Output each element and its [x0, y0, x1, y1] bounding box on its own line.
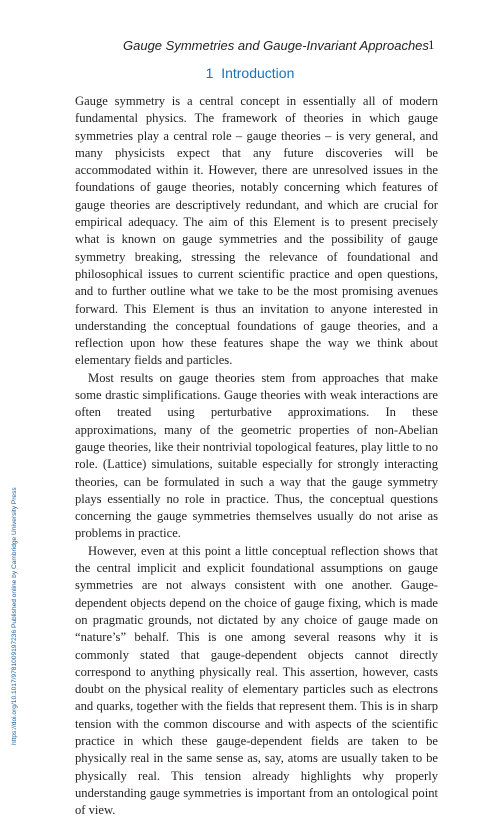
doi-sidebar-link[interactable]: https://doi.org/10.1017/9781009197236 Published online by Cambridge University Press — [11, 487, 18, 745]
section-title: Introduction — [221, 65, 295, 81]
paragraph-1: Gauge symmetry is a central concept in essentially all of modern fundamental physics. The framework of theories in which gauge symmetries play a central role – gauge theories – is very general, and many physicists expect that any future discoveries will be accommodated within it. However, there are unresolved issues in the foundations of gauge theories, notably concerning which features of gauge theories are descriptively redundant, and which are crucial for empirical adequacy. The aim of this Element is to present precisely what is known on gauge symmetries and the possibility of gauge symmetry breaking, stressing the relevance of foundational and philosophical issues to current scientific practice and open questions, and to further outline what we take to be the most promising avenues forward. This Element is thus an invitation to anyone interested in understanding the conceptual foundations of gauge theories, and a reflection upon how these features shape the way we think about elementary fields and particles. — [75, 94, 438, 368]
paragraph-2: Most results on gauge theories stem from approaches that make some drastic simplifications. Gauge theories with weak interactions are often treated using perturbative approximations. In these approximations, many of the geometric properties of non-Abelian gauge theories, like their nontrivial topological features, play little to no role. (Lattice) simulations, suitable especially for strongly interacting theories, can be formulated in such a way that the gauge symmetry plays essentially no role in practice. Thus, the conceptual questions concerning the gauge symmetries themselves usually do not arise as problems in practice. — [75, 370, 438, 541]
body-text — [75, 93, 438, 819]
running-head-title: Gauge Symmetries and Gauge-Invariant Approaches — [123, 38, 429, 53]
page-number: 1 — [428, 37, 435, 52]
section-heading — [0, 65, 500, 81]
section-number: 1 — [205, 65, 214, 81]
paragraph-3: However, even at this point a little conceptual reflection shows that the central implicit and explicit foundational assumptions on gauge symmetries are not always consistent with one another. Gauge-dependent objects depend on the choice of gauge fixing, which is made on pragmatic grounds, not dictated by any choice of gauge made on “nature’s” behalf. This is one among several reasons why it is commonly stated that gauge-dependent objects cannot directly correspond to anything physically real. This assertion, however, casts doubt on the physical reality of elementary particles such as electrons and quarks, together with the fields that represent them. This is in sharp tension with the common discourse and with aspects of the scientific practice in which these gauge-dependent fields are taken to be physically real in the same sense as, say, atoms are usually taken to be physically real. This tension already highlights why properly understanding gauge symmetries is important from an ontological point of view. — [75, 543, 438, 818]
